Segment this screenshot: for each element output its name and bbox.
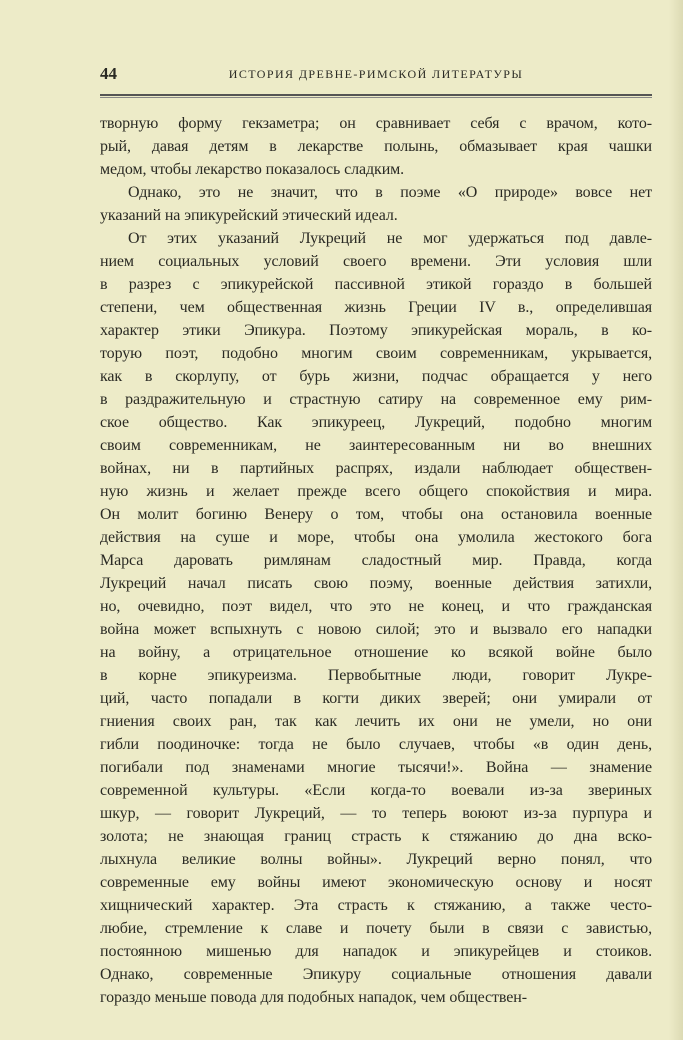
text-line: творную форму гекзаметра; он сравнивает себя с врачом, кото- — [100, 115, 652, 132]
body-text — [100, 112, 652, 1009]
text-line: войнах, ни в партийных распрях, издали наблюдает обществен- — [100, 460, 652, 477]
text-line: лыхнула великие волны войны». Лукреций верно понял, что — [100, 851, 652, 868]
text-line: гниения своих ран, так как лечить их они не умели, но они — [100, 713, 652, 730]
text-line: ную жизнь и желает прежде всего общего спокойствия и мира. — [100, 483, 652, 500]
text-line: своим современникам, не заинтересованным ни во внешних — [100, 437, 652, 454]
text-line: как в скорлупу, от бурь жизни, подчас обращается у него — [100, 368, 652, 385]
text-line: шкур, — говорит Лукреций, — то теперь воюют из-за пурпура и — [100, 805, 652, 822]
text-line: но, очевидно, поэт видел, что это не конец, и что гражданская — [100, 598, 652, 615]
running-title: ИСТОРИЯ ДРЕВНЕ-РИМСКОЙ ЛИТЕРАТУРЫ — [228, 67, 524, 81]
text-line: Однако, это не значит, что в поэме «О природе» вовсе нет — [128, 184, 652, 201]
text-line: в разрез с эпикурейской пассивной этикой гораздо в большей — [100, 276, 652, 293]
header-rule — [100, 94, 652, 98]
text-line: нием социальных условий своего времени. Эти условия шли — [100, 253, 652, 270]
text-line: степени, чем общественная жизнь Греции IV в., определившая — [100, 299, 652, 316]
text-line: торую поэт, подобно многим своим современникам, укрывается, — [100, 345, 652, 362]
text-line: война может вспыхнуть с новою силой; это и вызвало его нападки — [100, 621, 652, 638]
text-line: рый, давая детям в лекарстве полынь, обмазывает края чашки — [100, 138, 652, 155]
text-line: постоянною мишенью для нападок и эпикурейцев и стоиков. — [100, 943, 652, 960]
text-line: ское общество. Как эпикуреец, Лукреций, подобно многим — [100, 414, 652, 431]
text-line: гибли поодиночке: тогда не было случаев, чтобы «в один день, — [100, 736, 652, 753]
page-edge-shadow — [669, 0, 683, 1040]
text-line: современной культуры. «Если когда-то воевали из-за звериных — [100, 782, 652, 799]
text-line: современные ему войны имеют экономическую основу и носят — [100, 874, 652, 891]
paragraph — [100, 112, 652, 181]
paragraph — [100, 227, 652, 1009]
running-header — [100, 64, 652, 86]
text-line: указаний на эпикурейский этический идеал. — [100, 207, 398, 224]
text-line: От этих указаний Лукреций не мог удержаться под давле- — [128, 230, 652, 247]
text-line: действия на суше и море, чтобы она умолила жестокого бога — [100, 529, 652, 546]
text-line: любие, стремление к славе и почету были в связи с завистью, — [100, 920, 652, 937]
text-line: Марса даровать римлянам сладостный мир. Правда, когда — [100, 552, 652, 569]
text-line: Однако, современные Эпикуру социальные отношения давали — [100, 966, 652, 983]
text-line: в корне эпикуреизма. Первобытные люди, говорит Лукре- — [100, 667, 652, 684]
text-line: хищнический характер. Эта страсть к стяжанию, а также често- — [100, 897, 652, 914]
text-line: ций, часто попадали в когти диких зверей; они умирали от — [100, 690, 652, 707]
paragraph — [100, 181, 652, 227]
page-number: 44 — [100, 64, 117, 83]
text-line: гораздо меньше повода для подобных нападок, чем обществен- — [100, 989, 527, 1006]
text-line: характер этики Эпикура. Поэтому эпикурейская мораль, в ко- — [100, 322, 652, 339]
text-line: Лукреций начал писать свою поэму, военные действия затихли, — [100, 575, 652, 592]
text-line: Он молит богиню Венеру о том, чтобы она остановила военные — [100, 506, 652, 523]
text-line: золота; не знающая границ страсть к стяжанию до дна вско- — [100, 828, 652, 845]
text-line: медом, чтобы лекарство показалось сладким. — [100, 161, 405, 178]
text-line: погибали под знаменами многие тысячи!». Война — знамение — [100, 759, 652, 776]
text-line: на войну, а отрицательное отношение ко всякой войне было — [100, 644, 652, 661]
text-line: в раздражительную и страстную сатиру на современное ему рим- — [100, 391, 652, 408]
